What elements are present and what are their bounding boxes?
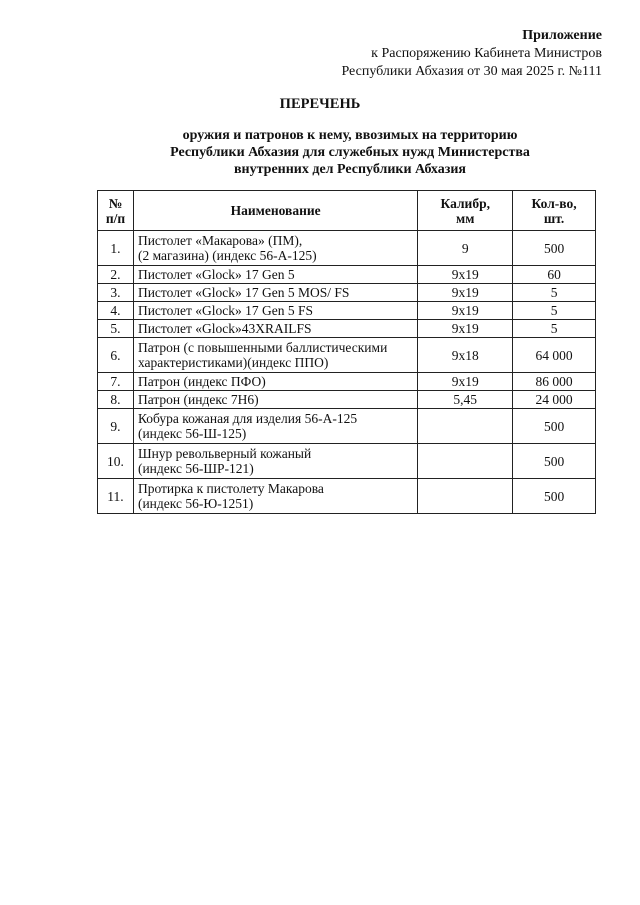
row-number: 10.: [98, 444, 134, 479]
item-name: [133, 338, 417, 373]
item-name: [133, 266, 417, 284]
item-name: [133, 320, 417, 338]
item-caliber: 9x19: [418, 373, 513, 391]
document-title: ПЕРЕЧЕНЬ: [279, 96, 361, 112]
row-number: 1.: [98, 231, 134, 266]
item-name-line: Патрон (индекс ПФО): [137, 374, 266, 389]
item-quantity: 5: [513, 302, 596, 320]
item-name-line: Пистолет «Glock»43XRAILFS: [137, 321, 312, 336]
item-name: [133, 479, 417, 514]
appendix-title: Приложение: [522, 28, 602, 43]
item-caliber: 9x19: [418, 266, 513, 284]
item-name-line: (индекс 56-Ш-125): [137, 426, 247, 441]
header-caliber-line-2: мм: [456, 210, 475, 226]
header-name: Наименование: [133, 191, 417, 231]
item-caliber: 9: [418, 231, 513, 266]
item-name-line: (индекс 56-ШР-121): [137, 461, 254, 476]
row-number: 3.: [98, 284, 134, 302]
item-name-line: Протирка к пистолету Макарова: [137, 481, 324, 496]
item-name-line: Шнур револьверный кожаный: [137, 446, 312, 461]
table-row: [98, 338, 596, 373]
item-quantity: 60: [513, 266, 596, 284]
table-header-row: [98, 191, 596, 231]
header-caliber: [418, 191, 513, 231]
table-row: [98, 320, 596, 338]
item-caliber: 9x19: [418, 320, 513, 338]
items-table: [97, 190, 596, 514]
item-caliber: 9x18: [418, 338, 513, 373]
appendix-line-1: к Распоряжению Кабинета Министров: [371, 46, 602, 61]
item-name-line: Пистолет «Glock» 17 Gen 5: [137, 267, 295, 282]
table-row: [98, 302, 596, 320]
item-name-line: Пистолет «Glock» 17 Gen 5 MOS/ FS: [137, 285, 350, 300]
item-name: [133, 231, 417, 266]
document-subtitle: [120, 127, 580, 178]
row-number: 5.: [98, 320, 134, 338]
header-qty-line-2: шт.: [543, 210, 565, 226]
item-name: [133, 373, 417, 391]
table-row: [98, 231, 596, 266]
item-name: [133, 284, 417, 302]
row-number: 6.: [98, 338, 134, 373]
table-row: [98, 266, 596, 284]
table-row: [98, 373, 596, 391]
item-name-line: Патрон (с повышенными баллистическими: [137, 340, 388, 355]
table-row: [98, 409, 596, 444]
item-caliber: [418, 479, 513, 514]
item-name: [133, 391, 417, 409]
subtitle-line-2: Республики Абхазия для служебных нужд Министерства: [170, 145, 530, 160]
item-name-line: (индекс 56-Ю-1251): [137, 496, 254, 511]
row-number: 7.: [98, 373, 134, 391]
row-number: 4.: [98, 302, 134, 320]
header-num-line-1: №: [108, 195, 123, 211]
header-caliber-line-1: Калибр,: [440, 195, 490, 211]
item-name-line: характеристиками)(индекс ППО): [137, 355, 329, 370]
item-quantity: 5: [513, 284, 596, 302]
item-name-line: Пистолет «Glock» 17 Gen 5 FS: [137, 303, 313, 318]
header-qty: [513, 191, 596, 231]
header-qty-line-1: Кол-во,: [531, 195, 577, 211]
item-quantity: 24 000: [513, 391, 596, 409]
item-name-line: Пистолет «Макарова» (ПМ),: [137, 233, 303, 248]
header-num: [98, 191, 134, 231]
table-body: [98, 231, 596, 514]
item-quantity: 500: [513, 444, 596, 479]
appendix-line-2: Республики Абхазия от 30 мая 2025 г. №111: [341, 64, 602, 79]
item-name: [133, 444, 417, 479]
item-name: [133, 409, 417, 444]
header-num-line-2: п/п: [105, 210, 126, 226]
subtitle-line-3: внутренних дел Республики Абхазия: [233, 162, 467, 177]
appendix-header: [341, 27, 602, 81]
item-caliber: [418, 444, 513, 479]
subtitle-line-1: оружия и патронов к нему, ввозимых на территорию: [182, 128, 518, 143]
item-quantity: 500: [513, 231, 596, 266]
item-quantity: 86 000: [513, 373, 596, 391]
item-caliber: 5,45: [418, 391, 513, 409]
item-caliber: 9x19: [418, 284, 513, 302]
item-caliber: [418, 409, 513, 444]
table-row: [98, 391, 596, 409]
table-row: [98, 284, 596, 302]
item-name-line: Кобура кожаная для изделия 56-А-125: [137, 411, 358, 426]
row-number: 9.: [98, 409, 134, 444]
item-quantity: 5: [513, 320, 596, 338]
item-name-line: Патрон (индекс 7Н6): [137, 392, 259, 407]
item-quantity: 500: [513, 479, 596, 514]
table-row: [98, 444, 596, 479]
item-name: [133, 302, 417, 320]
table-row: [98, 479, 596, 514]
row-number: 11.: [98, 479, 134, 514]
item-quantity: 64 000: [513, 338, 596, 373]
row-number: 2.: [98, 266, 134, 284]
row-number: 8.: [98, 391, 134, 409]
item-name-line: (2 магазина) (индекс 56-А-125): [137, 248, 317, 263]
item-caliber: 9x19: [418, 302, 513, 320]
item-quantity: 500: [513, 409, 596, 444]
